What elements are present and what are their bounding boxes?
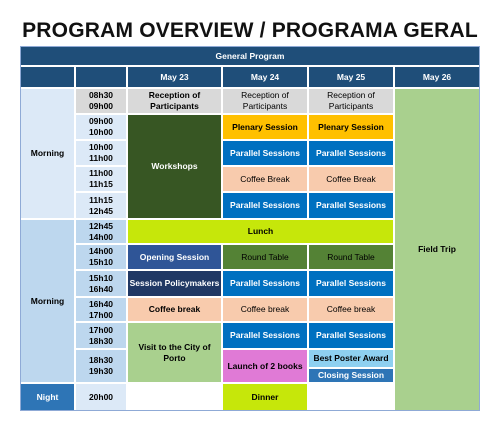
time-end: 16h40	[88, 283, 114, 294]
day-header-may25: May 25	[308, 66, 394, 88]
time-slot	[75, 88, 127, 114]
event-session-policymakers: Session Policymakers	[127, 270, 222, 297]
time-start: 18h30	[88, 355, 114, 366]
event-parallel-sessions: Parallel Sessions	[308, 322, 394, 349]
page-title: PROGRAM OVERVIEW / PROGRAMA GERAL	[22, 19, 478, 42]
time-end: 11h15	[89, 179, 113, 189]
time-start: 09h00	[88, 116, 114, 127]
event-plenary-session: Plenary Session	[222, 114, 308, 140]
event-workshops: Workshops	[127, 114, 222, 219]
time-slot	[75, 270, 127, 297]
event-parallel-sessions: Parallel Sessions	[308, 140, 394, 166]
day-header-may26: May 26	[394, 66, 480, 88]
time-end: 09h00	[88, 101, 114, 111]
time-end: 12h45	[88, 205, 114, 216]
time-start: 20h00	[88, 391, 114, 402]
time-slot	[75, 383, 127, 411]
day-header-may23: May 23	[127, 66, 222, 88]
time-start: 14h00	[88, 246, 114, 257]
time-start: 11h15	[89, 194, 113, 205]
event-plenary-session: Plenary Session	[308, 114, 394, 140]
time-end: 11h00	[89, 153, 113, 163]
time-slot	[75, 166, 127, 192]
empty-cell	[127, 383, 222, 411]
empty-cell	[308, 383, 394, 411]
period-morning-1: Morning	[20, 88, 75, 219]
header-blank-period	[20, 66, 75, 88]
general-program-banner: General Program	[20, 46, 480, 66]
event-parallel-sessions: Parallel Sessions	[308, 192, 394, 219]
event-reception: Reception of Participants	[127, 88, 222, 114]
event-parallel-sessions: Parallel Sessions	[222, 192, 308, 219]
time-start: 08h30	[88, 90, 114, 101]
header-blank-time	[75, 66, 127, 88]
time-start: 16h40	[88, 298, 114, 309]
time-end: 19h30	[88, 366, 114, 376]
time-slot	[75, 192, 127, 219]
event-coffee-break: Coffee Break	[308, 166, 394, 192]
event-parallel-sessions: Parallel Sessions	[222, 140, 308, 166]
event-opening-session: Opening Session	[127, 244, 222, 270]
event-round-table: Round Table	[222, 244, 308, 270]
time-start: 11h00	[89, 168, 113, 179]
time-slot	[75, 140, 127, 166]
time-end: 15h10	[88, 257, 114, 267]
event-field-trip: Field Trip	[394, 88, 480, 411]
event-lunch: Lunch	[127, 219, 394, 244]
period-morning-2: Morning	[20, 219, 75, 383]
time-end: 14h00	[88, 231, 114, 242]
time-end: 10h00	[88, 127, 114, 137]
event-coffee-break: Coffee Break	[222, 166, 308, 192]
time-slot	[75, 297, 127, 322]
event-coffee-break: Coffee break	[308, 297, 394, 322]
day-header-may24: May 24	[222, 66, 308, 88]
time-slot	[75, 244, 127, 270]
time-slot	[75, 349, 127, 383]
time-slot	[75, 219, 127, 244]
event-parallel-sessions: Parallel Sessions	[222, 270, 308, 297]
event-reception: Reception of Participants	[308, 88, 394, 114]
time-start: 17h00	[88, 324, 114, 335]
time-start: 12h45	[88, 220, 114, 231]
event-parallel-sessions: Parallel Sessions	[308, 270, 394, 297]
time-start: 15h10	[88, 272, 114, 283]
event-launch-books: Launch of 2 books	[222, 349, 308, 383]
time-end: 18h30	[88, 335, 114, 346]
event-dinner: Dinner	[222, 383, 308, 411]
period-night: Night	[20, 383, 75, 411]
event-coffee-break: Coffee break	[222, 297, 308, 322]
event-parallel-sessions: Parallel Sessions	[222, 322, 308, 349]
event-closing-session: Closing Session	[308, 368, 394, 383]
event-best-poster-award: Best Poster Award	[308, 349, 394, 368]
event-coffee-break: Coffee break	[127, 297, 222, 322]
event-round-table: Round Table	[308, 244, 394, 270]
time-slot	[75, 114, 127, 140]
event-reception: Reception of Participants	[222, 88, 308, 114]
time-slot	[75, 322, 127, 349]
time-end: 17h00	[88, 309, 114, 320]
event-visit-porto: Visit to the City of Porto	[127, 322, 222, 383]
time-start: 10h00	[88, 142, 114, 153]
